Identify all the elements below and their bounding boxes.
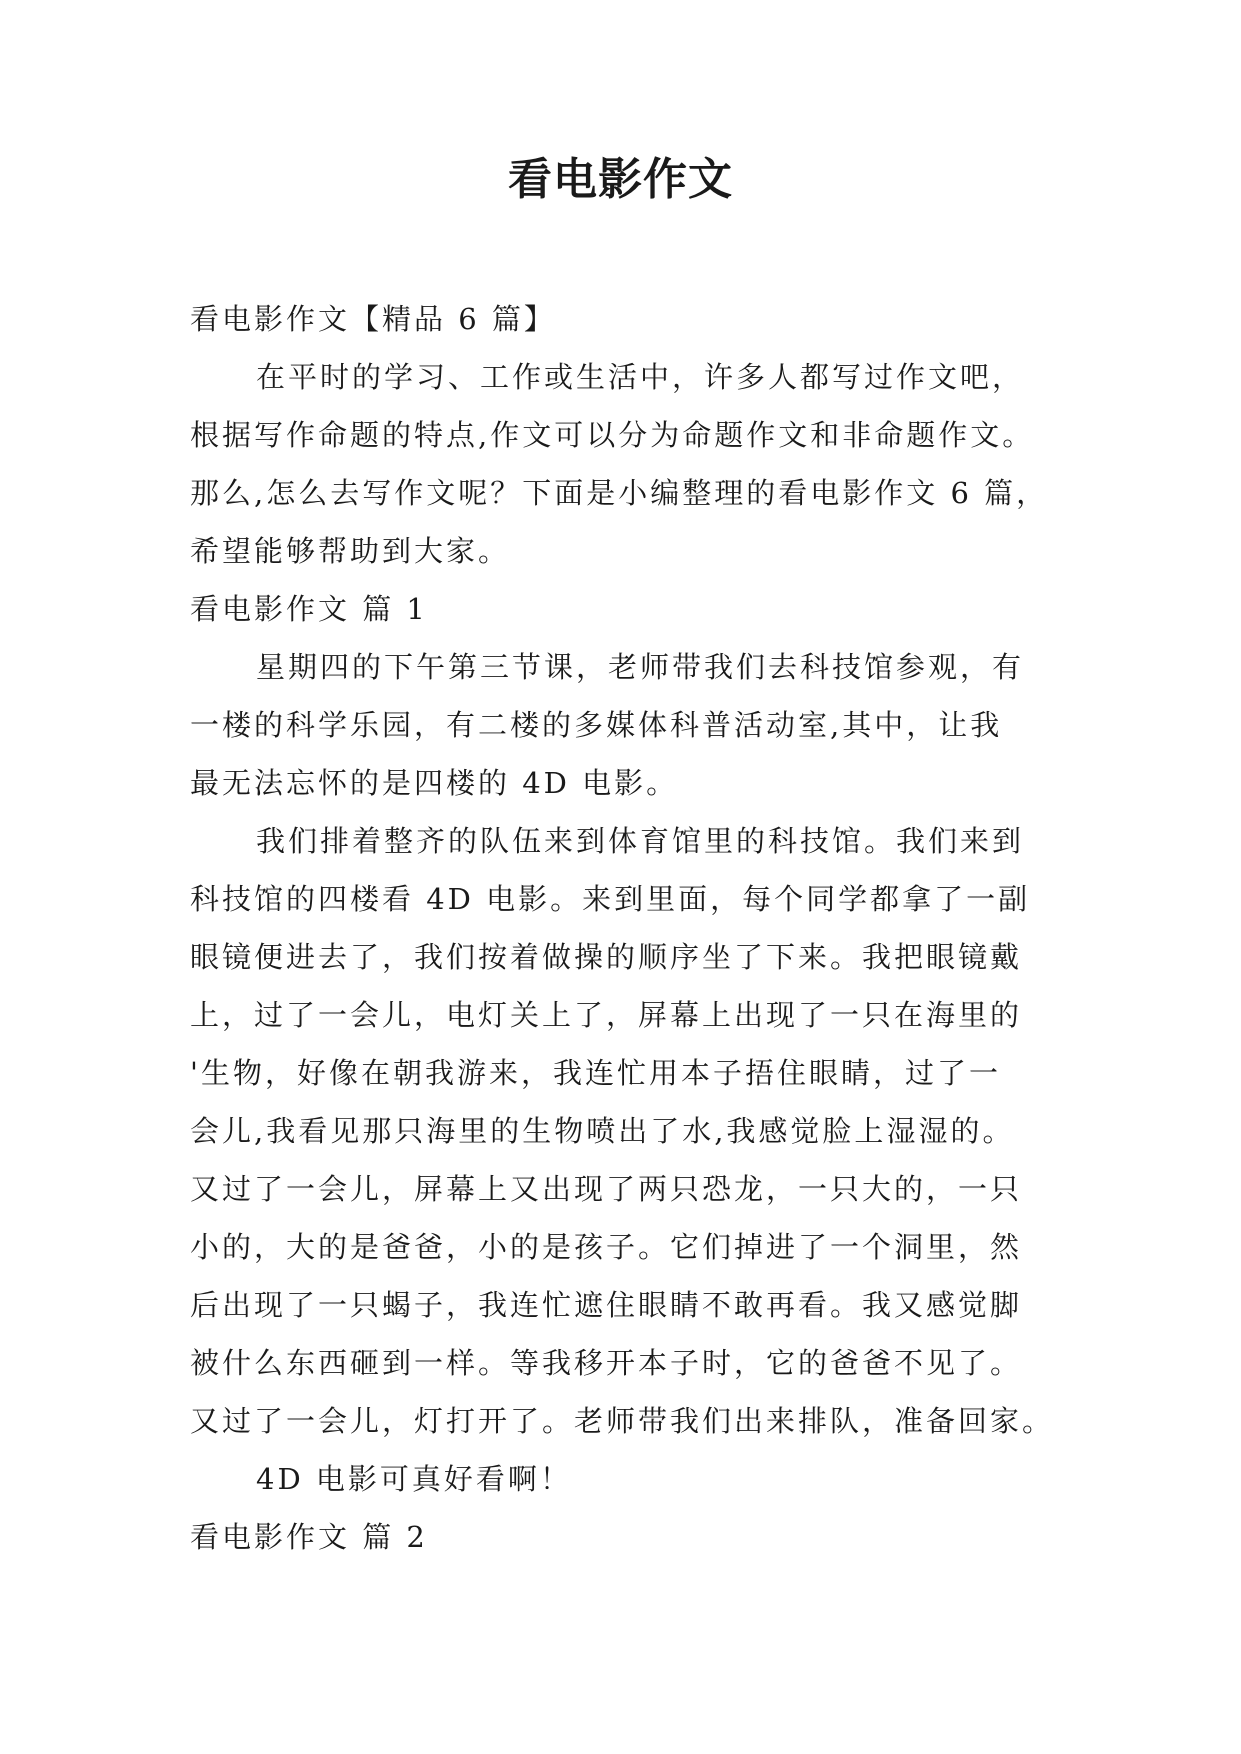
text-line: 看电影作文 篇 1 xyxy=(190,592,428,626)
document-title: 看电影作文 xyxy=(508,154,733,205)
text-line: 被什么东西砸到一样。等我移开本子时，它的爸爸不见了。 xyxy=(190,1346,1023,1380)
text-line: 眼镜便进去了，我们按着做操的顺序坐了下来。我把眼镜戴 xyxy=(190,940,1023,974)
text-line: 会儿,我看见那只海里的生物喷出了水,我感觉脸上湿湿的。 xyxy=(190,1114,1015,1148)
text-line: 最无法忘怀的是四楼的 4D 电影。 xyxy=(190,766,679,800)
text-line: 科技馆的四楼看 4D 电影。来到里面，每个同学都拿了一副 xyxy=(190,882,1031,916)
text-line: 后出现了一只蝎子，我连忙遮住眼睛不敢再看。我又感觉脚 xyxy=(190,1288,1023,1322)
text-line: 4D 电影可真好看啊！ xyxy=(256,1462,572,1496)
text-line: 我们排着整齐的队伍来到体育馆里的科技馆。我们来到 xyxy=(256,824,1025,858)
text-line: 一楼的科学乐园，有二楼的多媒体科普活动室,其中，让我 xyxy=(190,708,1003,742)
text-line: 在平时的学习、工作或生活中，许多人都写过作文吧， xyxy=(256,360,1025,394)
text-line: 那么,怎么去写作文呢？下面是小编整理的看电影作文 6 篇， xyxy=(190,476,1049,510)
text-line: 上，过了一会儿，电灯关上了，屏幕上出现了一只在海里的 xyxy=(190,998,1023,1032)
text-line: 小的，大的是爸爸，小的是孩子。它们掉进了一个洞里，然 xyxy=(190,1230,1023,1264)
text-line: 又过了一会儿，屏幕上又出现了两只恐龙，一只大的，一只 xyxy=(190,1172,1023,1206)
text-line: 星期四的下午第三节课，老师带我们去科技馆参观，有 xyxy=(256,650,1025,684)
text-line: 又过了一会儿，灯打开了。老师带我们出来排队，准备回家。 xyxy=(190,1404,1055,1438)
text-line: '生物，好像在朝我游来，我连忙用本子捂住眼睛，过了一 xyxy=(190,1056,1001,1090)
document-body xyxy=(190,290,1070,1566)
text-line: 看电影作文 篇 2 xyxy=(190,1520,428,1554)
text-line: 希望能够帮助到大家。 xyxy=(190,534,511,568)
text-line: 根据写作命题的特点,作文可以分为命题作文和非命题作文。 xyxy=(190,418,1035,452)
text-line: 看电影作文【精品 6 篇】 xyxy=(190,302,556,336)
